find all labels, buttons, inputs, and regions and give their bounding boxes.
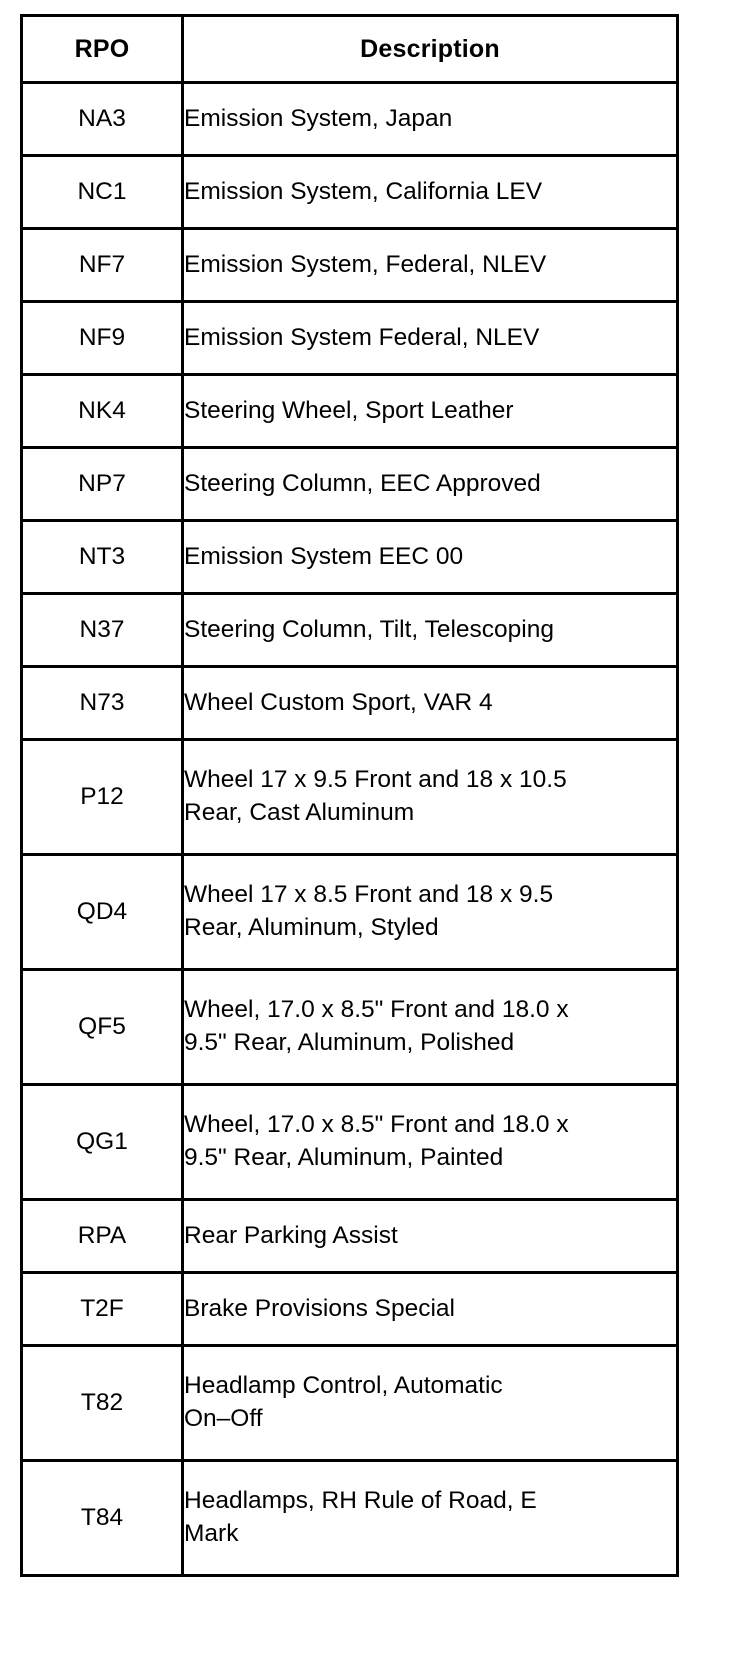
table-row — [22, 302, 678, 375]
description-line: Rear, Aluminum, Styled — [184, 914, 439, 941]
cell-rpo-code: NA3 — [22, 83, 183, 156]
cell-description — [183, 740, 678, 855]
table-row — [22, 1273, 678, 1346]
column-header-description: Description — [183, 16, 678, 83]
cell-description — [183, 521, 678, 594]
cell-description — [183, 970, 678, 1085]
cell-rpo-code: NF9 — [22, 302, 183, 375]
cell-rpo-code: RPA — [22, 1200, 183, 1273]
description-line: Wheel Custom Sport, VAR 4 — [184, 688, 493, 716]
description-line: Steering Column, EEC Approved — [184, 469, 541, 497]
column-header-rpo: RPO — [22, 16, 183, 83]
cell-rpo-code: NK4 — [22, 375, 183, 448]
description-line: Emission System, Japan — [184, 104, 453, 132]
table-row — [22, 83, 678, 156]
table-row — [22, 1346, 678, 1461]
description-line: Mark — [184, 1520, 239, 1547]
table-header-row — [22, 16, 678, 83]
table-row — [22, 1200, 678, 1273]
description-line: Emission System, Federal, NLEV — [184, 250, 547, 278]
table-row — [22, 375, 678, 448]
table-row — [22, 448, 678, 521]
cell-rpo-code: P12 — [22, 740, 183, 855]
description-line: Headlamp Control, Automatic — [184, 1372, 503, 1400]
cell-rpo-code: NP7 — [22, 448, 183, 521]
cell-description — [183, 1346, 678, 1461]
cell-rpo-code: T2F — [22, 1273, 183, 1346]
table-row — [22, 594, 678, 667]
table-row — [22, 667, 678, 740]
cell-rpo-code: T82 — [22, 1346, 183, 1461]
table-row — [22, 855, 678, 970]
cell-description — [183, 594, 678, 667]
cell-description — [183, 1273, 678, 1346]
cell-rpo-code: T84 — [22, 1461, 183, 1576]
description-line: Brake Provisions Special — [184, 1294, 455, 1322]
cell-description — [183, 1461, 678, 1576]
table-row — [22, 740, 678, 855]
description-line: Emission System Federal, NLEV — [184, 323, 540, 351]
cell-rpo-code: NT3 — [22, 521, 183, 594]
cell-description — [183, 229, 678, 302]
description-line: Steering Wheel, Sport Leather — [184, 396, 514, 424]
description-line: Rear, Cast Aluminum — [184, 799, 415, 826]
cell-rpo-code: N73 — [22, 667, 183, 740]
description-line: Wheel 17 x 8.5 Front and 18 x 9.5 — [184, 881, 554, 909]
description-line: Headlamps, RH Rule of Road, E — [184, 1487, 537, 1515]
cell-description — [183, 375, 678, 448]
cell-rpo-code: N37 — [22, 594, 183, 667]
table-row — [22, 1461, 678, 1576]
cell-description — [183, 448, 678, 521]
description-line: Wheel 17 x 9.5 Front and 18 x 10.5 — [184, 766, 567, 794]
cell-description — [183, 1085, 678, 1200]
cell-description — [183, 302, 678, 375]
cell-description — [183, 156, 678, 229]
rpo-table-container — [20, 14, 676, 1577]
cell-rpo-code: QF5 — [22, 970, 183, 1085]
table-row — [22, 229, 678, 302]
table-body — [22, 83, 678, 1576]
description-line: 9.5" Rear, Aluminum, Painted — [184, 1144, 504, 1171]
table-row — [22, 156, 678, 229]
table-row — [22, 521, 678, 594]
cell-description — [183, 667, 678, 740]
cell-description — [183, 83, 678, 156]
cell-rpo-code: QD4 — [22, 855, 183, 970]
table-row — [22, 970, 678, 1085]
description-line: 9.5" Rear, Aluminum, Polished — [184, 1029, 515, 1056]
cell-rpo-code: NF7 — [22, 229, 183, 302]
cell-rpo-code: NC1 — [22, 156, 183, 229]
description-line: Emission System, California LEV — [184, 177, 543, 205]
cell-description — [183, 855, 678, 970]
description-line: Steering Column, Tilt, Telescoping — [184, 615, 554, 643]
rpo-option-table — [20, 14, 679, 1577]
cell-rpo-code: QG1 — [22, 1085, 183, 1200]
cell-description — [183, 1200, 678, 1273]
description-line: On–Off — [184, 1405, 263, 1432]
table-row — [22, 1085, 678, 1200]
description-line: Rear Parking Assist — [184, 1221, 398, 1249]
table-header — [22, 16, 678, 83]
description-line: Wheel, 17.0 x 8.5" Front and 18.0 x — [184, 1111, 569, 1139]
description-line: Wheel, 17.0 x 8.5" Front and 18.0 x — [184, 996, 569, 1024]
description-line: Emission System EEC 00 — [184, 542, 464, 570]
